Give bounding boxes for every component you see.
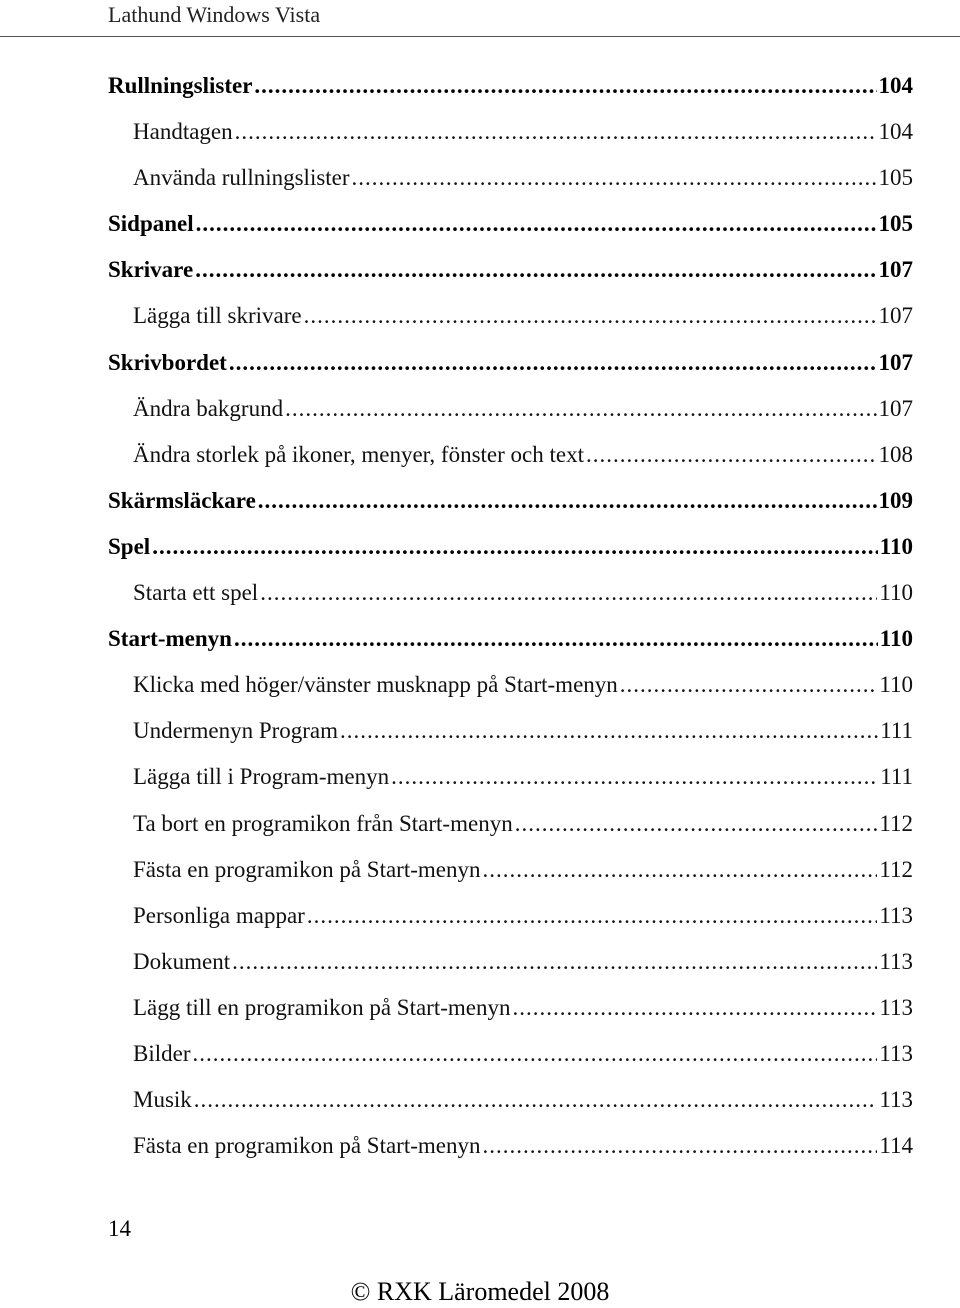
toc-entry-title: Start-menyn <box>108 626 232 652</box>
toc-subentry <box>108 390 913 436</box>
toc-entry-page: 113 <box>879 994 913 1020</box>
toc-dot-leader <box>482 851 877 889</box>
toc-entry-page: 109 <box>878 487 913 513</box>
toc-subentry <box>108 574 913 620</box>
toc-entry-title: Skrivare <box>108 257 194 283</box>
toc-dot-leader <box>234 620 878 658</box>
toc-entry-page: 111 <box>880 718 913 744</box>
toc-entry-title: Fästa en programikon på Start-menyn <box>133 1133 481 1159</box>
toc-dot-leader <box>391 758 878 796</box>
toc-dot-leader <box>258 482 877 520</box>
toc-dot-leader <box>195 251 876 289</box>
footer-copyright: © RXK Läromedel 2008 <box>350 1277 610 1306</box>
toc-entry-page: 110 <box>879 533 913 559</box>
toc-entry-title: Spel <box>108 533 151 559</box>
toc-entry-page: 113 <box>879 948 913 974</box>
toc-subentry <box>108 712 913 758</box>
toc-dot-leader <box>340 712 878 750</box>
toc-heading-entry <box>108 251 913 297</box>
toc-entry-page: 107 <box>878 303 913 329</box>
toc-entry-page: 105 <box>878 165 913 191</box>
toc-subentry <box>108 159 913 205</box>
toc-heading-entry <box>108 344 913 390</box>
toc-dot-leader <box>152 528 878 566</box>
toc-heading-entry <box>108 67 913 113</box>
toc-entry-title: Bilder <box>133 1040 191 1066</box>
toc-entry-page: 105 <box>878 211 913 237</box>
toc-subentry <box>108 851 913 897</box>
toc-subentry <box>108 805 913 851</box>
toc-dot-leader <box>193 1035 878 1073</box>
toc-entry-title: Dokument <box>133 948 231 974</box>
toc-entry-page: 104 <box>878 119 913 145</box>
toc-dot-leader <box>235 113 877 151</box>
toc-dot-leader <box>620 666 878 704</box>
toc-entry-title: Skärmsläckare <box>108 487 256 513</box>
toc-entry-page: 113 <box>879 902 913 928</box>
toc-dot-leader <box>196 205 877 243</box>
toc-dot-leader <box>254 67 876 105</box>
toc-entry-title: Rullningslister <box>108 73 253 98</box>
toc-dot-leader <box>515 805 878 843</box>
toc-entry-title: Ta bort en programikon från Start-menyn <box>133 810 513 836</box>
toc-dot-leader <box>194 1081 878 1119</box>
toc-entry-page: 110 <box>879 626 913 652</box>
toc-heading-entry <box>108 482 913 528</box>
toc-entry-title: Klicka med höger/vänster musknapp på Start-menyn <box>133 672 618 698</box>
toc-subentry <box>108 758 913 804</box>
toc-heading-entry <box>108 528 913 574</box>
toc-subentry <box>108 989 913 1035</box>
toc-subentry <box>108 1081 913 1127</box>
toc-entry-title: Musik <box>133 1087 192 1113</box>
toc-heading-entry <box>108 205 913 251</box>
toc-entry-page: 104 <box>878 73 913 98</box>
toc-entry-title: Sidpanel <box>108 211 194 237</box>
toc-entry-page: 107 <box>878 395 913 421</box>
toc-dot-leader <box>285 390 876 428</box>
toc-dot-leader <box>586 436 877 474</box>
toc-dot-leader <box>352 159 877 197</box>
toc-entry-page: 113 <box>879 1040 913 1066</box>
toc-subentry <box>108 297 913 343</box>
toc-entry-page: 112 <box>879 856 913 882</box>
toc-entry-title: Handtagen <box>133 119 233 145</box>
toc-subentry <box>108 436 913 482</box>
toc-entry-page: 107 <box>878 349 913 375</box>
toc-entry-page: 107 <box>878 257 913 283</box>
toc-entry-title: Lägg till en programikon på Start-menyn <box>133 994 511 1020</box>
toc-entry-title: Lägga till i Program-menyn <box>133 764 390 790</box>
page-number: 14 <box>108 1216 131 1241</box>
toc-dot-leader <box>260 574 877 612</box>
toc-heading-entry <box>108 620 913 666</box>
header-divider <box>0 36 960 37</box>
toc-entry-page: 111 <box>880 764 913 790</box>
toc-dot-leader <box>229 344 877 382</box>
toc-entry-page: 112 <box>879 810 913 836</box>
toc-dot-leader <box>307 897 878 935</box>
toc-subentry <box>108 897 913 943</box>
toc-entry-page: 114 <box>879 1133 913 1159</box>
toc-entry-title: Fästa en programikon på Start-menyn <box>133 856 481 882</box>
toc-dot-leader <box>232 943 877 981</box>
toc-subentry <box>108 943 913 989</box>
toc-dot-leader <box>513 989 878 1027</box>
toc-entry-page: 108 <box>878 441 913 467</box>
toc-entry-title: Använda rullningslister <box>133 165 350 191</box>
toc-entry-page: 110 <box>879 672 913 698</box>
table-of-contents <box>108 67 913 1173</box>
toc-dot-leader <box>482 1127 877 1165</box>
toc-entry-page: 113 <box>879 1087 913 1113</box>
toc-entry-title: Skrivbordet <box>108 349 227 375</box>
toc-entry-title: Ändra storlek på ikoner, menyer, fönster och text <box>133 441 584 467</box>
toc-entry-title: Undermenyn Program <box>133 718 339 744</box>
toc-dot-leader <box>304 297 877 335</box>
toc-subentry <box>108 1127 913 1173</box>
toc-entry-title: Lägga till skrivare <box>133 303 302 329</box>
toc-entry-page: 110 <box>879 580 913 606</box>
toc-entry-title: Starta ett spel <box>133 580 259 606</box>
running-header: Lathund Windows Vista <box>108 2 321 27</box>
toc-entry-title: Personliga mappar <box>133 902 305 928</box>
toc-subentry <box>108 666 913 712</box>
toc-subentry <box>108 113 913 159</box>
toc-subentry <box>108 1035 913 1081</box>
toc-entry-title: Ändra bakgrund <box>133 395 284 421</box>
